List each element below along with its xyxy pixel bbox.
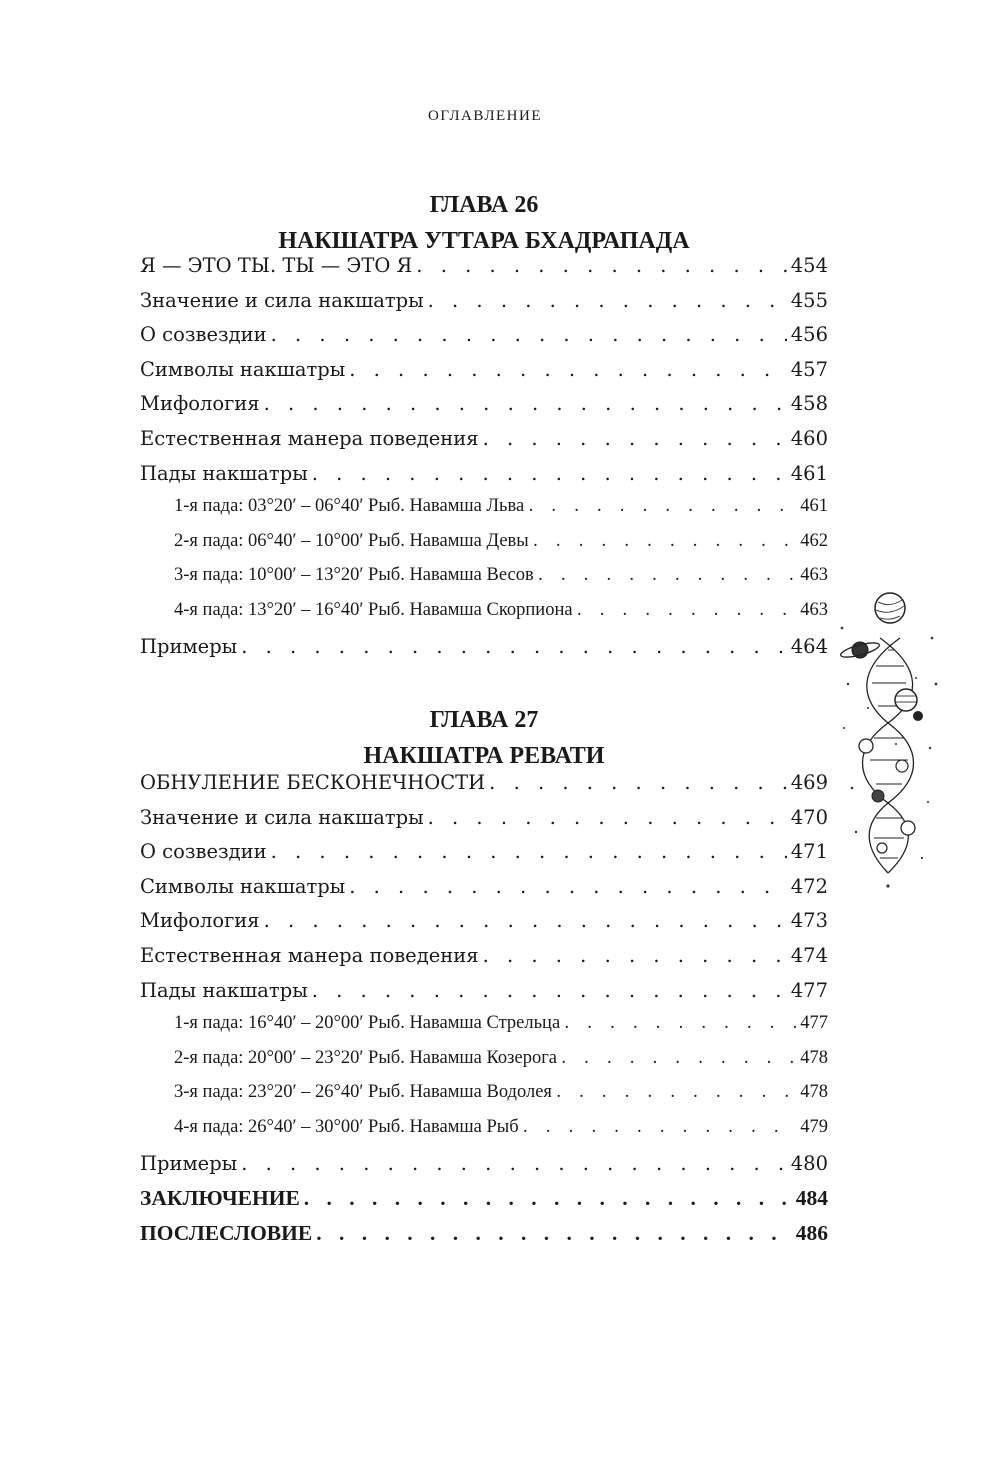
toc-entry-label: Пады накшатры [140,461,308,485]
toc-entry-page: 472 [790,874,828,898]
dot-leader [483,944,787,967]
toc-entry-label: 2-я пада: 20°00′ – 23°20′ Рыб. Навамша Козерога [174,1047,557,1068]
dot-leader [428,289,787,312]
toc-entry-label: ПОСЛЕСЛОВИЕ [140,1220,313,1245]
toc-entry-page: 469 [790,771,828,794]
toc-subentry[interactable] [140,565,828,600]
dot-leader [349,875,787,898]
dot-leader [316,1221,792,1246]
toc-entry-label: О созвездии [140,840,267,864]
toc-entry-page: 474 [790,943,828,967]
toc-entry-page: 456 [790,323,828,347]
toc-entry-label: 4-я пада: 13°20′ – 16°40′ Рыб. Навамша Скорпиона [174,599,573,620]
toc-entry[interactable] [140,771,828,806]
toc-entry-page: 480 [790,1151,828,1175]
toc-entry-page: 457 [790,357,828,381]
planet-icon [895,689,917,711]
toc-entry-page: 477 [790,978,828,1002]
toc-entry-page: 458 [790,392,828,416]
toc-entry-label: Символы накшатры [140,357,346,381]
toc-entry-page: 463 [800,565,828,586]
toc-entry-label: 3-я пада: 10°00′ – 13°20′ Рыб. Навамша Весов [174,565,534,586]
dot-leader [241,1152,787,1175]
toc-entry[interactable] [140,462,828,497]
toc-entry-page: 460 [790,426,828,450]
chapter-26-toc [140,254,828,669]
dot-leader [416,254,786,277]
dot-leader [271,323,787,346]
toc-entry-label: Примеры [140,634,238,658]
toc-entry-page: 484 [795,1186,828,1211]
toc-entry-label: ЗАКЛЮЧЕНИЕ [140,1186,300,1211]
toc-entry[interactable] [140,635,828,670]
toc-entry-page: 486 [795,1220,828,1245]
dot-leader [271,840,787,863]
toc-entry-page: 473 [790,909,828,933]
toc-entry-label: Мифология [140,392,260,416]
dot-leader [312,979,787,1002]
chapter-number: ГЛАВА 27 [429,707,539,733]
toc-entry-label: 1-я пада: 16°40′ – 20°00′ Рыб. Навамша Стрельца [174,1013,561,1034]
dot-leader [312,462,787,485]
toc-entry-page: 479 [800,1116,828,1137]
toc-entry-page: 471 [790,840,828,864]
toc-entry-label: 2-я пада: 06°40′ – 10°00′ Рыб. Навамша Девы [174,530,529,551]
toc-entry[interactable] [140,254,828,289]
toc-entry-label: Значение и сила накшатры [140,288,424,312]
dot-leader [264,392,787,415]
toc-entry-label: 1-я пада: 03°20′ – 06°40′ Рыб. Навамша Льва [174,496,525,517]
dot-leader [564,1013,796,1033]
dot-leader [533,531,797,551]
running-head: ОГЛАВЛЕНИЕ [428,108,542,124]
dot-leader [489,771,787,794]
toc-entry-page: 463 [800,599,828,620]
dot-leader [556,1082,796,1102]
toc-entry[interactable] [140,979,828,1014]
toc-entry-page: 454 [790,254,828,277]
toc-subentry[interactable] [140,1117,828,1152]
planet-icon [875,593,905,623]
toc-entry-label: 4-я пада: 26°40′ – 30°00′ Рыб. Навамша Рыб [174,1116,519,1137]
toc-entry-page: 470 [790,805,828,829]
toc-entry[interactable] [140,909,828,944]
toc-entry[interactable] [140,944,828,979]
chapter-number: ГЛАВА 26 [429,192,539,218]
chapter-27-heading [140,702,828,774]
toc-entry-label: О созвездии [140,323,267,347]
toc-entry-page: 478 [800,1082,828,1103]
toc-subentry[interactable] [140,496,828,531]
dna-planets-ornament [832,588,944,892]
toc-entry-label: Примеры [140,1151,238,1175]
toc-entry-label: Естественная манера поведения [140,426,479,450]
toc-subentry[interactable] [140,600,828,635]
chapter-26-heading [140,187,828,259]
toc-entry-label: ОБНУЛЕНИЕ БЕСКОНЕЧНОСТИ [140,771,486,794]
toc-subentry[interactable] [140,1048,828,1083]
chapter-27-toc [140,771,828,1255]
dot-leader [428,806,787,829]
chapter-title: НАКШАТРА РЕВАТИ [363,743,605,769]
dot-leader [538,565,797,585]
toc-entry[interactable] [140,289,828,324]
dot-leader [264,909,787,932]
toc-subentry[interactable] [140,531,828,566]
toc-entry-page: 461 [800,496,828,517]
toc-entry-label: Символы накшатры [140,874,346,898]
toc-entry-page: 461 [790,461,828,485]
toc-entry-label: Значение и сила накшатры [140,805,424,829]
dot-leader [304,1186,792,1211]
toc-entry[interactable] [140,806,828,841]
toc-entry-page: 478 [800,1047,828,1068]
toc-entry-page: 462 [800,530,828,551]
ringed-planet-icon [839,640,880,660]
toc-entry-conclusion[interactable] [140,1186,828,1221]
toc-entry[interactable] [140,323,828,358]
toc-entry-label: Мифология [140,909,260,933]
dot-leader [528,496,796,516]
toc-entry[interactable] [140,840,828,875]
dot-leader [241,635,787,658]
toc-entry[interactable] [140,358,828,393]
dot-leader [561,1048,796,1068]
chapter-title: НАКШАТРА УТТАРА БХАДРАПАДА [278,228,690,254]
toc-entry-page: 455 [790,288,828,312]
dot-leader [349,358,787,381]
toc-entry-label: Пады накшатры [140,978,308,1002]
toc-subentry[interactable] [140,1082,828,1117]
toc-entry[interactable] [140,1152,828,1187]
toc-entry-label: Я — ЭТО ТЫ. ТЫ — ЭТО Я [140,254,413,277]
toc-entry[interactable] [140,392,828,427]
toc-entry-page: 464 [790,634,828,658]
dot-leader [577,600,797,620]
toc-entry-page: 477 [800,1013,828,1034]
toc-entry-label: Естественная манера поведения [140,943,479,967]
dot-leader [483,427,787,450]
toc-entry-label: 3-я пада: 23°20′ – 26°40′ Рыб. Навамша Водолея [174,1082,552,1103]
toc-entry-afterword[interactable] [140,1221,828,1256]
toc-subentry[interactable] [140,1013,828,1048]
dot-leader [523,1117,797,1137]
toc-entry[interactable] [140,875,828,910]
toc-entry[interactable] [140,427,828,462]
